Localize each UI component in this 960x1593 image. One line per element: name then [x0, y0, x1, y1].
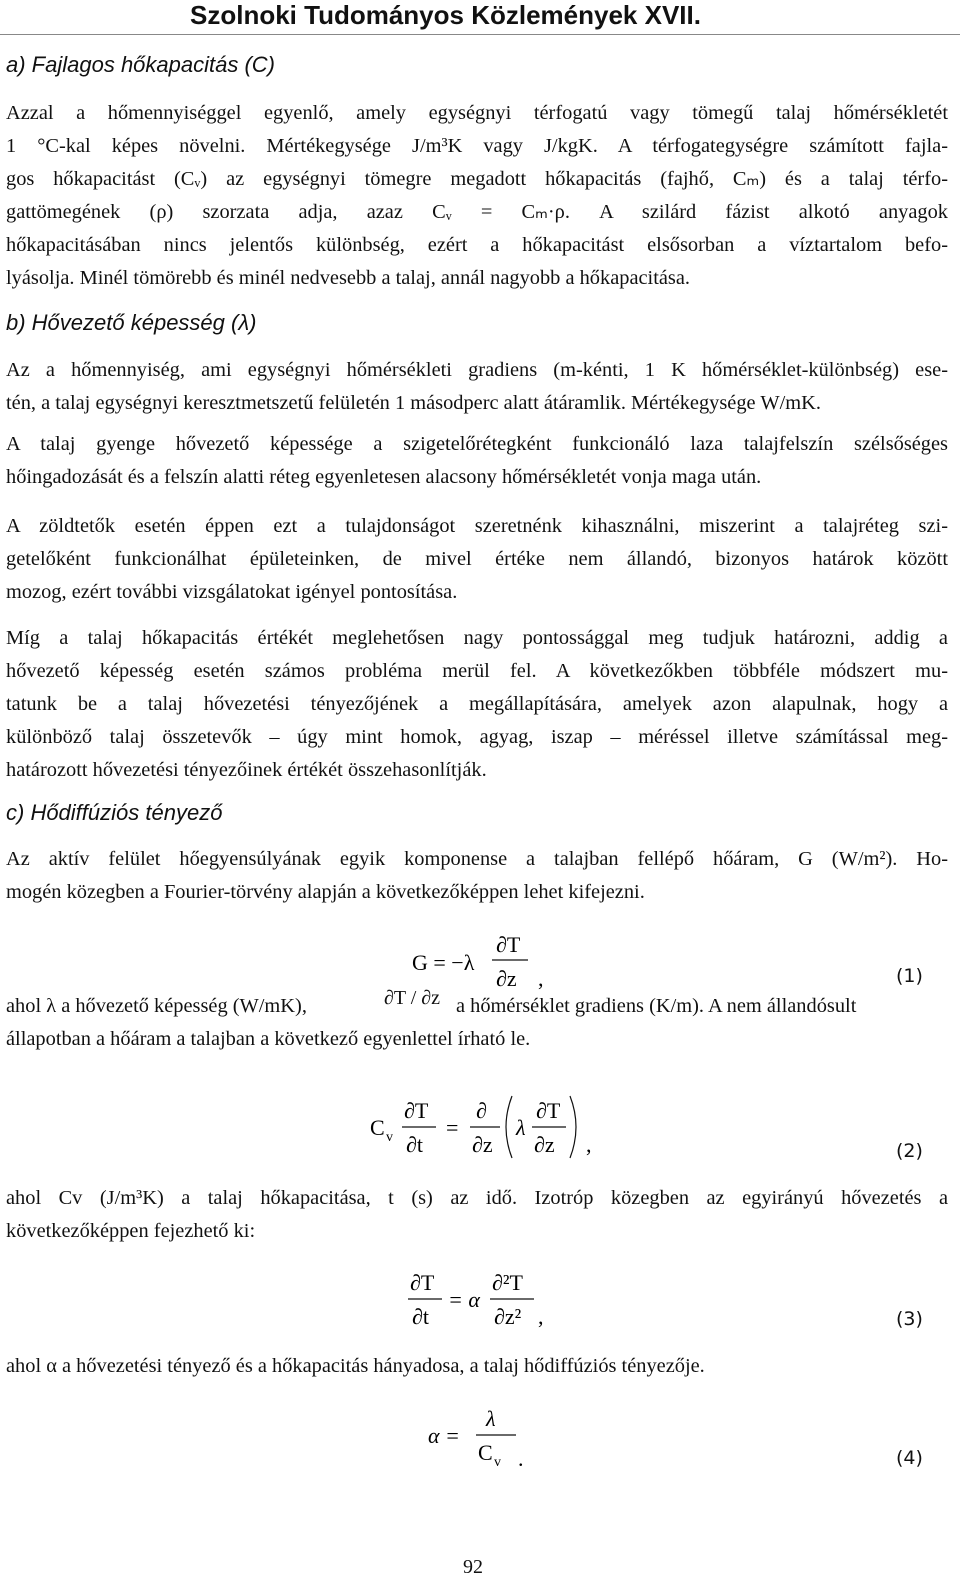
section-c-paragraph-3	[6, 1182, 948, 1248]
text-line: mogén közegben a Fourier-törvény alapján a következőképpen lehet kifejezni.	[6, 881, 645, 903]
section-c-paragraph-4	[6, 1350, 948, 1383]
eq4-lhs: α =	[428, 1423, 460, 1448]
text-line: gattömegének (ρ) szorzata adja, azaz Cᵥ = Cₘ·ρ. A szilárd fázist alkotó anyagok	[6, 201, 948, 223]
eq2-left-paren	[506, 1096, 512, 1158]
section-c-heading: c) Hődiffúziós tényező	[6, 800, 223, 825]
eq4-numerator: λ	[486, 1406, 496, 1431]
equation-1-number: (1)	[896, 965, 923, 987]
text-line-with-inline-fraction	[6, 987, 948, 1023]
text-line: hőingadozását és a felszín alatti réteg egyenletesen alacsony hőmérsékletét vonja maga után.	[6, 466, 762, 488]
text-line: tatunk be a talaj hővezetési tényezőjének a megállapítására, amelyek azon alapulnak, hogy a	[6, 693, 948, 715]
text-line: Az a hőmennyiség, ami egységnyi hőmérsékleti gradiens (m-kénti, 1 K hőmérséklet-különbség) ese-	[6, 359, 948, 381]
eq2-right-paren	[570, 1096, 576, 1158]
eq2-trail: ,	[586, 1132, 592, 1157]
equation-4	[420, 1398, 580, 1478]
text-line: hőkapacitásában nincs jelentős különbség, ezért a hőkapacitást elsősorban a víztartalom befo-	[6, 234, 948, 256]
text-line: következőképpen fejezhető ki:	[6, 1220, 256, 1242]
text-line: különböző talaj összetevők – úgy mint homok, agyag, iszap – méréssel illetve számítással meg-	[6, 726, 948, 748]
equation-2-number: (2)	[896, 1140, 923, 1162]
section-a-heading: a) Fajlagos hőkapacitás (C)	[6, 52, 276, 77]
eq2-f1-numerator: ∂T	[404, 1098, 429, 1123]
page-number: 92	[463, 1556, 483, 1578]
section-b-heading: b) Hővezető képesség (λ)	[6, 310, 257, 335]
eq2-lambda: λ	[516, 1115, 526, 1140]
text-line: ahol Cv (J/m³K) a talaj hőkapacitása, t (s) az idő. Izotróp közegben az egyirányú hővezetés a	[6, 1187, 948, 1209]
eq2-lhs: C	[370, 1115, 385, 1140]
text-line: 1 °C-kal képes növelni. Mértékegysége J/m³K vagy J/kgK. A térfogategységre számított fajla-	[6, 135, 948, 157]
text-line: határozott hővezetési tényezőinek értékét összehasonlítják.	[6, 759, 487, 781]
equation-3	[400, 1262, 600, 1342]
section-b-paragraph-1	[6, 354, 948, 420]
eq2-f3-numerator: ∂T	[536, 1098, 561, 1123]
eq4-trail: .	[518, 1446, 524, 1471]
inline-gradient-fraction: ∂T / ∂z	[384, 987, 441, 1009]
eq1-denominator: ∂z	[496, 966, 517, 991]
eq2-f2-numerator: ∂	[476, 1098, 487, 1123]
eq3-f2-denominator: ∂z²	[494, 1304, 522, 1329]
section-b-paragraph-3	[6, 510, 948, 609]
section-c-paragraph-1	[6, 843, 948, 909]
text-line: ahol α a hővezetési tényező és a hőkapacitás hányadosa, a talaj hődiffúziós tényezője.	[6, 1355, 705, 1377]
text-segment: a hőmérséklet gradiens (K/m). A nem állandósult	[456, 995, 857, 1017]
text-line: Azzal a hőmennyiséggel egyenlő, amely egységnyi térfogatú vagy tömegű talaj hőmérsékletét	[6, 102, 948, 124]
text-line: hővezető képesség esetén számos probléma merül fel. A következőkben többféle módszert mu-	[6, 660, 948, 682]
equation-3-number: (3)	[896, 1308, 923, 1330]
header-rule	[0, 34, 960, 35]
eq2-f3-denominator: ∂z	[534, 1132, 555, 1157]
text-line: Az aktív felület hőegyensúlyának egyik komponense a talajban fellépő hőáram, G (W/m²). Ho-	[6, 848, 948, 870]
text-line: tén, a talaj egységnyi keresztmetszetű felületén 1 másodperc alatt átáramlik. Mértékegysége W/mK.	[6, 392, 821, 414]
section-a-paragraph	[6, 97, 948, 295]
eq4-denominator-sub: v	[494, 1455, 501, 1470]
eq4-denominator: C	[478, 1440, 493, 1465]
text-line: gos hőkapacitást (Cᵥ) az egységnyi tömegre megadott hőkapacitás (fajhő, Cₘ) és a talaj térfo-	[6, 168, 948, 190]
eq3-f1-numerator: ∂T	[410, 1270, 435, 1295]
text-line: A talaj gyenge hővezető képessége a szigetelőrétegként funkcionáló laza talajfelszín szélsőséges	[6, 433, 948, 455]
eq3-f1-denominator: ∂t	[412, 1304, 429, 1329]
eq3-f2-numerator: ∂²T	[492, 1270, 523, 1295]
eq1-lhs: G = −λ	[412, 950, 475, 975]
running-head: Szolnoki Tudományos Közlemények XVII.	[190, 0, 701, 30]
eq3-trail: ,	[538, 1304, 544, 1329]
section-b-paragraph-2	[6, 428, 948, 494]
text-line: Míg a talaj hőkapacitás értékét meglehetősen nagy pontossággal meg tudjuk határozni, addig a	[6, 627, 948, 649]
eq2-equals: =	[446, 1115, 459, 1140]
eq1-numerator: ∂T	[496, 932, 521, 957]
text-line: getelőként funkcionálhat épületeinken, de mivel értéke nem állandó, bizonyos határok között	[6, 548, 948, 570]
equation-2	[360, 1090, 620, 1170]
eq3-equals-alpha: = α	[448, 1287, 480, 1312]
text-line: állapotban a hőáram a talajban a következő egyenlettel írható le.	[6, 1028, 531, 1050]
text-line: lyásolja. Minél tömörebb és minél nedvesebb a talaj, annál nagyobb a hőkapacitása.	[6, 267, 691, 289]
text-line: mozog, ezért további vizsgálatokat igényel pontosítása.	[6, 581, 458, 603]
eq2-f2-denominator: ∂z	[472, 1132, 493, 1157]
equation-4-number: (4)	[896, 1447, 923, 1469]
text-segment: ahol λ a hővezető képesség (W/mK),	[6, 995, 307, 1017]
section-b-paragraph-4	[6, 622, 948, 787]
text-line: A zöldtetők esetén éppen ezt a tulajdonságot szeretnénk kihasználni, miszerint a talajréteg szi-	[6, 515, 948, 537]
eq2-lhs-sub: v	[386, 1130, 393, 1145]
eq1-trail: ,	[538, 966, 544, 991]
section-c-paragraph-2	[6, 987, 948, 1056]
eq2-f1-denominator: ∂t	[406, 1132, 423, 1157]
